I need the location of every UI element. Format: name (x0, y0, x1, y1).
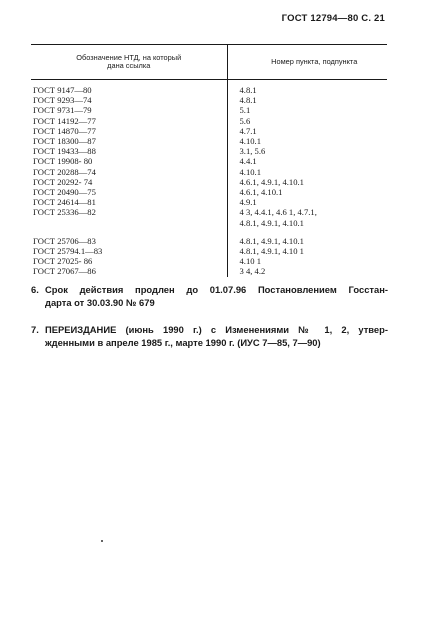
clause-line: 3.1, 5.6 (239, 146, 266, 157)
document-designation: ГОСТ 14870—77 (33, 125, 96, 136)
clause-line: 4.7.1 (239, 125, 257, 136)
column-header-document (31, 45, 227, 80)
document-designation: ГОСТ 27025- 86 (33, 256, 93, 267)
table-row (31, 95, 387, 105)
document-designation: ГОСТ 14192—77 (33, 115, 96, 126)
document-designation: ГОСТ 25336—82 (33, 207, 96, 218)
document-designation: ГОСТ 20490—75 (33, 187, 96, 198)
clause-line: 4 3, 4.4.1, 4.6 1, 4.7.1, (239, 207, 317, 218)
note-paragraph (31, 283, 388, 309)
clause-numbers (227, 177, 387, 187)
document-designation: ГОСТ 9293—74 (33, 95, 92, 106)
table-header-row (31, 45, 387, 80)
table-row (31, 207, 387, 227)
column-header-line: дана ссылка (107, 61, 151, 70)
reference-table (31, 44, 387, 277)
clause-numbers (227, 156, 387, 166)
note-paragraph (31, 323, 388, 349)
clause-numbers (227, 126, 387, 136)
note-number: 7. (31, 324, 39, 335)
note-line: ПЕРЕИЗДАНИЕ (июнь 1990 г.) с Изменениями № 1, 2, утвер- (45, 324, 388, 335)
table-row (31, 105, 387, 115)
clause-numbers (227, 246, 387, 256)
document-designation: ГОСТ 9147—80 (33, 85, 92, 95)
table-row (31, 167, 387, 177)
clause-line: 4.8.1, 4.9.1, 4.10.1 (239, 235, 304, 246)
table-row (31, 136, 387, 146)
table-row (31, 266, 387, 276)
table-row (31, 236, 387, 246)
speck-mark (101, 540, 103, 542)
clause-line: 4.6.1, 4.10.1 (239, 187, 283, 198)
clause-numbers (227, 116, 387, 126)
clause-line: 4.4.1 (239, 156, 257, 167)
document-designation: ГОСТ 19433—88 (33, 146, 96, 157)
table-row (31, 156, 387, 166)
spacer-cell (227, 228, 387, 236)
notes-section (31, 283, 388, 363)
table-body (31, 80, 387, 277)
clause-numbers (227, 95, 387, 105)
page-header: ГОСТ 12794—80 С. 21 (281, 13, 385, 24)
table-row (31, 146, 387, 156)
note-line: Срок действия продлен до 01.07.96 Постановлением Госстан- (45, 284, 388, 295)
clause-line: 5.6 (239, 115, 251, 126)
column-header-line: Обозначение НТД, на который (76, 52, 182, 62)
document-designation: ГОСТ 24614—81 (33, 197, 96, 208)
document-designation: ГОСТ 9731—79 (33, 105, 92, 116)
table-spacer-row (31, 228, 387, 236)
table-row (31, 256, 387, 266)
document-designation: ГОСТ 19908- 80 (33, 156, 93, 167)
spacer-cell (31, 228, 227, 236)
clause-numbers (227, 167, 387, 177)
clause-numbers (227, 197, 387, 207)
clause-line: 4.6.1, 4.9.1, 4.10.1 (239, 176, 304, 187)
clause-line: 4.8.1, 4.9.1, 4.10.1 (239, 217, 304, 228)
table-row (31, 187, 387, 197)
clause-numbers (227, 80, 387, 96)
clause-line: 4.8.1, 4.9.1, 4.10 1 (239, 246, 304, 257)
document-designation: ГОСТ 18300—87 (33, 136, 96, 147)
clause-numbers (227, 236, 387, 246)
clause-numbers (227, 207, 387, 227)
clause-line: 4.8.1 (239, 85, 257, 95)
document-designation: ГОСТ 27067—86 (33, 266, 96, 277)
table-row (31, 197, 387, 207)
clause-numbers (227, 136, 387, 146)
note-line: жденными в апреле 1985 г., марте 1990 г. (ИУС 7—85, 7—90) (45, 337, 321, 348)
clause-line: 4.8.1 (239, 95, 257, 106)
clause-line: 4.10 1 (239, 256, 261, 267)
document-designation: ГОСТ 25794.1—83 (33, 246, 103, 257)
table-row (31, 177, 387, 187)
note-number: 6. (31, 284, 39, 295)
table-row (31, 246, 387, 256)
document-designation: ГОСТ 20292- 74 (33, 176, 93, 187)
clause-numbers (227, 256, 387, 266)
document-designation: ГОСТ 25706—83 (33, 235, 96, 246)
clause-line: 4.10.1 (239, 166, 261, 177)
clause-line: 4.9.1 (239, 197, 257, 208)
document-designation: ГОСТ 20288—74 (33, 166, 96, 177)
clause-line: 3 4, 4.2 (239, 266, 266, 277)
clause-numbers (227, 266, 387, 276)
clause-numbers (227, 146, 387, 156)
table-row (31, 116, 387, 126)
clause-numbers (227, 105, 387, 115)
clause-line: 4.10.1 (239, 136, 261, 147)
table-row (31, 126, 387, 136)
clause-numbers (227, 187, 387, 197)
table-row (31, 80, 387, 96)
column-header-points: Номер пункта, подпункта (227, 45, 387, 80)
note-line: дарта от 30.03.90 № 679 (45, 297, 155, 308)
clause-line: 5.1 (239, 105, 251, 116)
